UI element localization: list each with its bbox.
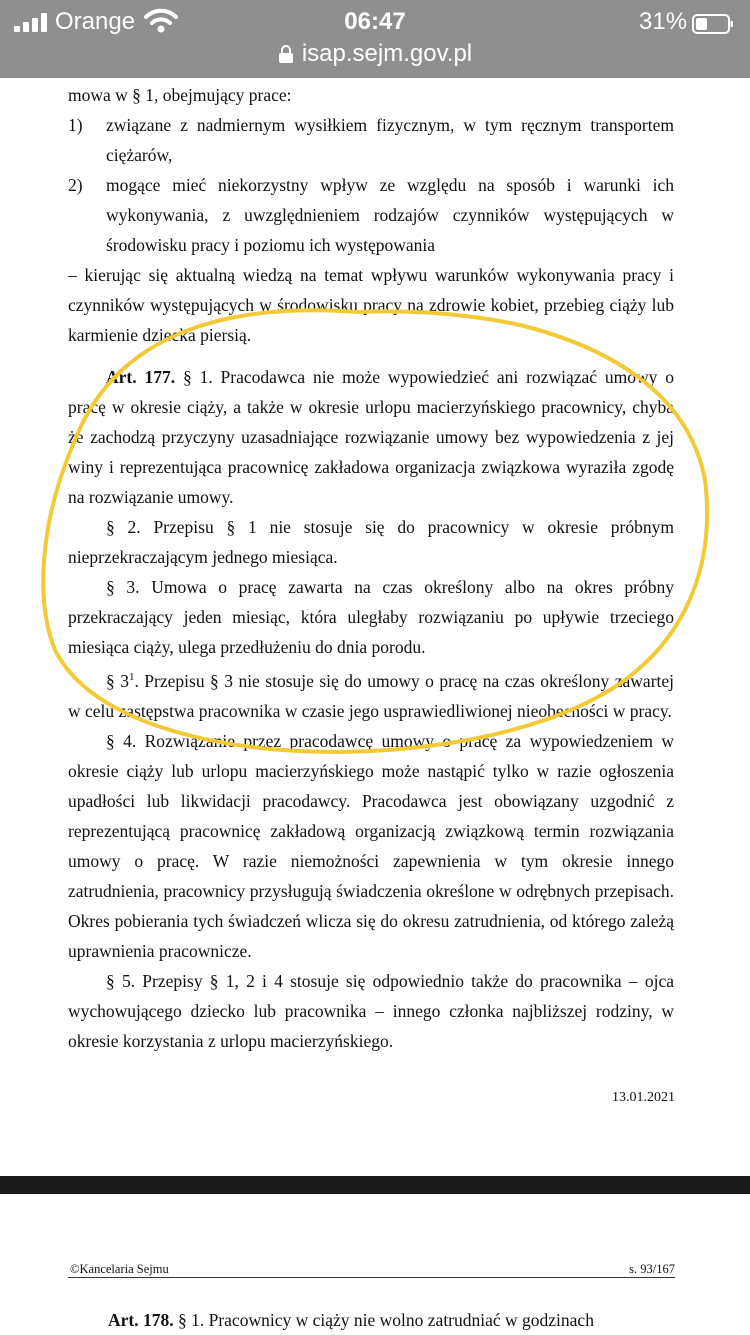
footer-page-number: s. 93/167 bbox=[629, 1262, 675, 1276]
art177-paragraph-1 bbox=[68, 362, 674, 512]
battery-percentage: 31% bbox=[639, 8, 688, 35]
carrier-name: Orange bbox=[55, 8, 136, 35]
list-item bbox=[68, 170, 674, 260]
url-text: isap.sejm.gov.pl bbox=[301, 40, 473, 67]
art177-label: Art. 177. bbox=[106, 367, 176, 387]
art178-paragraph bbox=[108, 1305, 675, 1335]
list-item bbox=[68, 110, 674, 170]
art177-p31-text: . Przepisu § 3 nie stosuje się do umowy o pracę na czas określony zawartej w celu zastępstwa pracownika w czasie jego usprawiedliwionej nieobecności w pracy. bbox=[68, 670, 675, 721]
list-text: związane z nadmiernym wysiłkiem fizycznym, w tym ręcznym transportem ciężarów, bbox=[106, 115, 674, 165]
document-body bbox=[68, 80, 674, 1056]
page-divider bbox=[0, 1176, 750, 1194]
footer-rule bbox=[68, 1277, 675, 1278]
art177-paragraph-3: § 3. Umowa o pracę zawarta na czas określony albo na okres próbny przekraczający jeden miesiąc, która uległaby rozwiązaniu po upływie trzeciego miesiąca ciąży, ulega przedłużeniu do dnia porodu. bbox=[68, 577, 674, 657]
battery-icon bbox=[692, 14, 734, 34]
superscript: 1 bbox=[128, 671, 135, 683]
address-bar[interactable] bbox=[0, 40, 750, 68]
art177-paragraph-5: § 5. Przepisy § 1, 2 i 4 stosuje się odpowiednio także do pracownika – ojca wychowującego dziecko lub pracownika – innego członka najbliższej rodziny, w okresie korzystania z urlopu macierzyńskiego. bbox=[68, 970, 674, 1051]
status-bar bbox=[0, 6, 750, 36]
art177-paragraph-2: § 2. Przepisu § 1 nie stosuje się do pracownicy w okresie próbnym nieprzekraczającym jednego miesiąca. bbox=[68, 517, 674, 567]
document-date: 13.01.2021 bbox=[612, 1090, 675, 1105]
intro-text: mowa w § 1, obejmujący prace: bbox=[68, 85, 292, 105]
list-number: 2) bbox=[68, 175, 83, 195]
clock: 06:47 bbox=[344, 8, 406, 35]
paragraph-symbol: § 3 bbox=[106, 670, 129, 691]
list-number: 1) bbox=[68, 115, 83, 135]
art177-p1-text: § 1. Pracodawca nie może wypowiedzieć ani rozwiązać umowy o pracę w okresie ciąży, a także w okresie urlopu macierzyńskiego pracownicy, chyba że zachodzą przyczyny uzasadniające rozwiązanie umowy bez wypowiedzenia z jej winy i reprezentująca pracownicę zakładowa organizacja związkowa wyraziła zgodę na rozwiązanie umowy. bbox=[68, 367, 674, 507]
art178-label: Art. 178. bbox=[108, 1310, 174, 1330]
list-text: mogące mieć niekorzystny wpływ ze względu na sposób i warunki ich wykonywania, z uwzględnieniem rodzajów czynników występujących w środowisku pracy i poziomu ich występowania bbox=[106, 175, 674, 255]
continuation-text: – kierując się aktualną wiedzą na temat wpływu warunków wykonywania pracy i czynników występujących w środowisku pracy na zdrowie kobiet, przebieg ciąży lub karmienie dziecka piersią. bbox=[68, 265, 674, 345]
art177-paragraph-4: § 4. Rozwiązanie przez pracodawcę umowy o pracę za wypowiedzeniem w okresie ciąży lub urlopu macierzyńskiego może nastąpić tylko w razie ogłoszenia upadłości lub likwidacji pracodawcy. Pracodawca jest obowiązany uzgodnić z reprezentującą pracownicę zakładową organizacją związkową termin rozwiązania umowy o pracę. W razie niemożności zapewnienia w tym okresie innego zatrudnienia, pracownicy przysługują świadczenia określone w odrębnych przepisach. Okres pobierania tych świadczeń wlicza się do okresu zatrudnienia, od którego zależą uprawnienia pracownicze. bbox=[68, 730, 674, 961]
browser-top-bar bbox=[0, 0, 750, 78]
footer-copyright: ©Kancelaria Sejmu bbox=[70, 1262, 169, 1276]
lock-icon bbox=[278, 45, 294, 63]
art178-text: § 1. Pracownicy w ciąży nie wolno zatrudniać w godzinach bbox=[177, 1310, 594, 1330]
art177-paragraph-3-1 bbox=[68, 662, 674, 726]
